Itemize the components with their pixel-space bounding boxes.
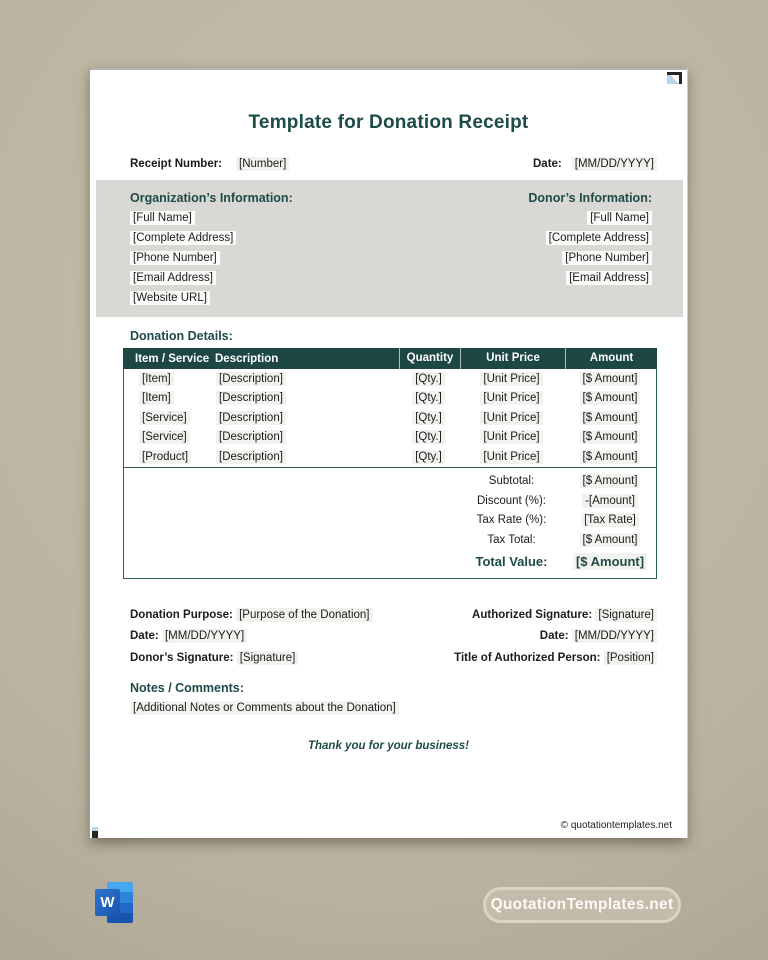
receipt-date bbox=[533, 158, 657, 170]
donation-items-table bbox=[123, 348, 657, 579]
col-header-quantity: Quantity bbox=[399, 348, 460, 369]
table-row: [Product] [Description] [Qty.] [Unit Price] [$ Amount] bbox=[124, 447, 656, 467]
org-address: [Complete Address] bbox=[130, 231, 236, 245]
donor-address: [Complete Address] bbox=[546, 231, 652, 245]
donor-signature-block: Donation Purpose: [Purpose of the Donation] Date: [MM/DD/YYYY] Donor’s Signature: [Signature] bbox=[130, 605, 373, 670]
donor-heading: Donor’s Information: bbox=[528, 191, 652, 205]
corner-mark-icon bbox=[92, 827, 98, 838]
donor-full-name: [Full Name] bbox=[587, 211, 652, 225]
signature-section bbox=[130, 605, 657, 670]
thank-you-message: Thank you for your business! bbox=[307, 740, 470, 752]
donor-info bbox=[528, 188, 652, 308]
donation-details-heading: Donation Details: bbox=[130, 329, 233, 343]
site-badge-label: QuotationTemplates.net bbox=[490, 896, 674, 913]
totals-section bbox=[124, 467, 656, 578]
notes-heading: Notes / Comments: bbox=[130, 681, 244, 695]
org-phone: [Phone Number] bbox=[130, 251, 220, 265]
org-full-name: [Full Name] bbox=[130, 211, 195, 225]
receipt-number-label: Receipt Number: bbox=[130, 158, 223, 170]
discount-row: Discount (%): -[Amount] bbox=[124, 491, 656, 511]
site-badge[interactable] bbox=[483, 887, 681, 923]
table-row: [Service] [Description] [Qty.] [Unit Price] [$ Amount] bbox=[124, 428, 656, 448]
grand-total-value: [$ Amount] bbox=[573, 553, 647, 570]
parties-info-band bbox=[96, 180, 683, 317]
date-value: [MM/DD/YYYY] bbox=[572, 157, 657, 171]
organization-heading: Organization’s Information: bbox=[130, 191, 293, 205]
authorized-signature-block: Authorized Signature: [Signature] Date: [MM/DD/YYYY] Title of Authorized Person: [Position] bbox=[454, 605, 657, 670]
col-header-description: Description bbox=[215, 352, 279, 365]
copyright-text: © quotationtemplates.net bbox=[560, 820, 672, 831]
receipt-number bbox=[130, 158, 289, 170]
corner-mark-icon bbox=[667, 72, 682, 84]
col-header-item-service: Item / Service bbox=[135, 352, 210, 365]
donor-email: [Email Address] bbox=[566, 271, 652, 285]
tax-rate-row: Tax Rate (%): [Tax Rate] bbox=[124, 511, 656, 531]
organization-info bbox=[130, 188, 293, 308]
tax-total-row: Tax Total: [$ Amount] bbox=[124, 530, 656, 550]
table-row: [Service] [Description] [Qty.] [Unit Price] [$ Amount] bbox=[124, 408, 656, 428]
org-email: [Email Address] bbox=[130, 271, 216, 285]
grand-total-row bbox=[124, 550, 656, 573]
org-website: [Website URL] bbox=[130, 291, 210, 305]
notes-value: [Additional Notes or Comments about the Donation] bbox=[130, 701, 399, 715]
page-title: Template for Donation Receipt bbox=[248, 112, 529, 133]
receipt-meta-row bbox=[130, 158, 657, 170]
table-header-row bbox=[123, 348, 657, 369]
table-body bbox=[123, 369, 657, 579]
table-row: [Item] [Description] [Qty.] [Unit Price] [$ Amount] bbox=[124, 389, 656, 409]
document-page bbox=[90, 68, 687, 838]
word-file-icon[interactable] bbox=[95, 882, 133, 923]
table-row: [Item] [Description] [Qty.] [Unit Price] [$ Amount] bbox=[124, 369, 656, 389]
col-header-amount: Amount bbox=[565, 348, 657, 369]
grand-total-label: Total Value: bbox=[475, 553, 548, 569]
subtotal-row: Subtotal: [$ Amount] bbox=[124, 472, 656, 492]
word-letter-icon: W bbox=[95, 889, 120, 916]
date-label: Date: bbox=[533, 158, 562, 170]
donor-phone: [Phone Number] bbox=[562, 251, 652, 265]
receipt-number-value: [Number] bbox=[236, 157, 289, 171]
col-header-unit-price: Unit Price bbox=[460, 348, 565, 369]
